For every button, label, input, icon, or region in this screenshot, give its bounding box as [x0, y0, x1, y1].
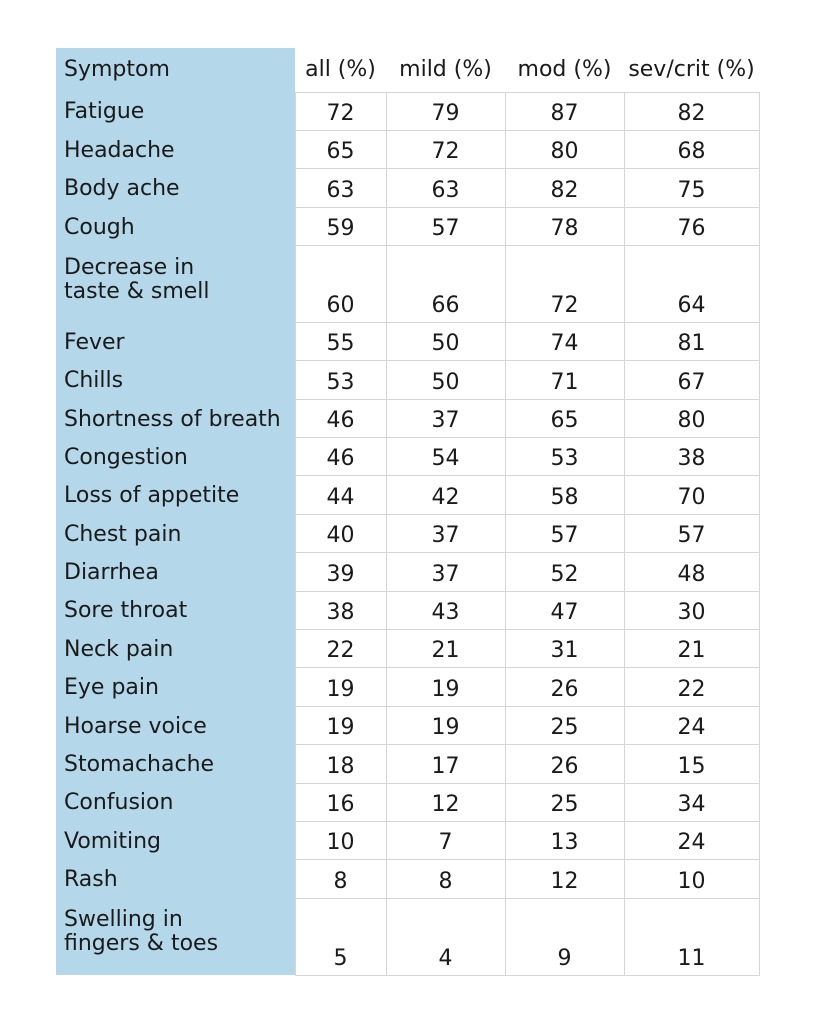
sev-crit-value: 30: [624, 591, 759, 629]
table-row: [56, 821, 759, 859]
mod-value: 13: [505, 821, 624, 859]
all-value: 55: [295, 322, 386, 360]
symptom-name: Cough: [64, 214, 135, 240]
mild-value: 57: [386, 207, 505, 245]
symptom-name: Eye pain: [64, 675, 159, 701]
table-row: [56, 476, 759, 514]
mild-value: 21: [386, 629, 505, 667]
sev-crit-value: 67: [624, 361, 759, 399]
mild-value: 50: [386, 322, 505, 360]
all-value: 44: [295, 476, 386, 514]
table-row: [56, 783, 759, 821]
table-row: [56, 322, 759, 360]
sev-crit-value: 75: [624, 169, 759, 207]
symptom-name: Diarrhea: [64, 560, 159, 586]
mild-value: 7: [386, 821, 505, 859]
sev-crit-value: 22: [624, 668, 759, 706]
symptom-name-cell: [56, 898, 295, 975]
all-value: 40: [295, 514, 386, 552]
all-value: 65: [295, 130, 386, 168]
all-value: 38: [295, 591, 386, 629]
symptom-name: Fever: [64, 329, 125, 355]
sev-crit-value: 24: [624, 706, 759, 744]
symptom-name-cell: [56, 246, 295, 323]
symptom-name: Hoarse voice: [64, 713, 207, 739]
all-value: 10: [295, 821, 386, 859]
header-all: all (%): [295, 48, 386, 92]
all-value: 53: [295, 361, 386, 399]
symptom-name-cell: [56, 591, 295, 629]
sev-crit-value: 64: [624, 246, 759, 323]
symptom-name: taste & smell: [64, 278, 210, 304]
all-value: 63: [295, 169, 386, 207]
table-row: [56, 399, 759, 437]
table-row: [56, 745, 759, 783]
all-value: 19: [295, 668, 386, 706]
sev-crit-value: 57: [624, 514, 759, 552]
symptom-name: Fatigue: [64, 99, 145, 125]
mild-value: 8: [386, 860, 505, 898]
table-row: [56, 169, 759, 207]
table-body: [56, 92, 759, 975]
symptom-name-cell: [56, 553, 295, 591]
mod-value: 82: [505, 169, 624, 207]
table-row: [56, 207, 759, 245]
all-value: 16: [295, 783, 386, 821]
mild-value: 12: [386, 783, 505, 821]
mild-value: 43: [386, 591, 505, 629]
mild-value: 37: [386, 553, 505, 591]
symptom-name-cell: [56, 514, 295, 552]
mod-value: 12: [505, 860, 624, 898]
mild-value: 4: [386, 898, 505, 975]
table-row: [56, 130, 759, 168]
mod-value: 26: [505, 668, 624, 706]
symptom-name-cell: [56, 92, 295, 130]
symptom-name: Decrease in: [64, 254, 195, 280]
sev-crit-value: 11: [624, 898, 759, 975]
mild-value: 19: [386, 706, 505, 744]
mod-value: 47: [505, 591, 624, 629]
sev-crit-value: 34: [624, 783, 759, 821]
symptom-name-cell: [56, 860, 295, 898]
symptom-name-cell: [56, 169, 295, 207]
mild-value: 66: [386, 246, 505, 323]
symptom-name-cell: [56, 821, 295, 859]
table-row: [56, 629, 759, 667]
mod-value: 58: [505, 476, 624, 514]
all-value: 59: [295, 207, 386, 245]
sev-crit-value: 76: [624, 207, 759, 245]
mod-value: 53: [505, 438, 624, 476]
mild-value: 79: [386, 92, 505, 130]
symptom-name-cell: [56, 476, 295, 514]
table-row: [56, 92, 759, 130]
sev-crit-value: 81: [624, 322, 759, 360]
mod-value: 26: [505, 745, 624, 783]
all-value: 72: [295, 92, 386, 130]
symptom-name: Loss of appetite: [64, 483, 240, 509]
sev-crit-value: 48: [624, 553, 759, 591]
sev-crit-value: 10: [624, 860, 759, 898]
all-value: 46: [295, 399, 386, 437]
symptom-name-cell: [56, 361, 295, 399]
symptom-name: Chills: [64, 368, 124, 394]
symptom-name: Body ache: [64, 176, 180, 202]
mild-value: 19: [386, 668, 505, 706]
table-row: [56, 706, 759, 744]
header-symptom: Symptom: [56, 48, 295, 92]
symptom-name-cell: [56, 130, 295, 168]
mild-value: 17: [386, 745, 505, 783]
symptom-name: fingers & toes: [64, 931, 219, 957]
sev-crit-value: 24: [624, 821, 759, 859]
symptom-name: Congestion: [64, 444, 188, 470]
sev-crit-value: 21: [624, 629, 759, 667]
symptom-table: [56, 48, 760, 976]
mild-value: 37: [386, 514, 505, 552]
all-value: 18: [295, 745, 386, 783]
symptom-name: Neck pain: [64, 636, 174, 662]
table-row: [56, 898, 759, 975]
mod-value: 57: [505, 514, 624, 552]
header-row: [56, 48, 759, 92]
header-mild: mild (%): [386, 48, 505, 92]
symptom-name-cell: [56, 629, 295, 667]
symptom-name: Rash: [64, 867, 118, 893]
table-row: [56, 246, 759, 323]
table-row: [56, 438, 759, 476]
mod-value: 80: [505, 130, 624, 168]
all-value: 5: [295, 898, 386, 975]
mod-value: 31: [505, 629, 624, 667]
mod-value: 74: [505, 322, 624, 360]
mild-value: 63: [386, 169, 505, 207]
symptom-name-cell: [56, 668, 295, 706]
symptom-name-cell: [56, 783, 295, 821]
sev-crit-value: 70: [624, 476, 759, 514]
mod-value: 71: [505, 361, 624, 399]
mild-value: 37: [386, 399, 505, 437]
sev-crit-value: 68: [624, 130, 759, 168]
all-value: 19: [295, 706, 386, 744]
mod-value: 72: [505, 246, 624, 323]
mild-value: 50: [386, 361, 505, 399]
mild-value: 54: [386, 438, 505, 476]
mod-value: 87: [505, 92, 624, 130]
mild-value: 72: [386, 130, 505, 168]
symptom-name: Swelling in: [64, 907, 183, 933]
symptom-name-cell: [56, 706, 295, 744]
header-sev-crit: sev/crit (%): [624, 48, 759, 92]
symptom-name: Stomachache: [64, 752, 215, 778]
table-row: [56, 514, 759, 552]
sev-crit-value: 82: [624, 92, 759, 130]
table-row: [56, 860, 759, 898]
all-value: 22: [295, 629, 386, 667]
sev-crit-value: 80: [624, 399, 759, 437]
table-row: [56, 668, 759, 706]
mod-value: 52: [505, 553, 624, 591]
table-row: [56, 361, 759, 399]
all-value: 46: [295, 438, 386, 476]
sev-crit-value: 38: [624, 438, 759, 476]
sev-crit-value: 15: [624, 745, 759, 783]
symptom-name-cell: [56, 207, 295, 245]
symptom-name: Confusion: [64, 790, 174, 816]
symptom-name-cell: [56, 438, 295, 476]
symptom-name: Shortness of breath: [64, 406, 281, 432]
header-mod: mod (%): [505, 48, 624, 92]
mod-value: 9: [505, 898, 624, 975]
symptom-name: Vomiting: [64, 828, 161, 854]
all-value: 39: [295, 553, 386, 591]
symptom-name: Sore throat: [64, 598, 188, 624]
table-row: [56, 553, 759, 591]
mod-value: 25: [505, 706, 624, 744]
symptom-name-cell: [56, 399, 295, 437]
symptom-name: Headache: [64, 137, 175, 163]
table-row: [56, 591, 759, 629]
mod-value: 25: [505, 783, 624, 821]
mild-value: 42: [386, 476, 505, 514]
symptom-name-cell: [56, 745, 295, 783]
symptom-name: Chest pain: [64, 521, 182, 547]
all-value: 60: [295, 246, 386, 323]
all-value: 8: [295, 860, 386, 898]
symptom-name-cell: [56, 322, 295, 360]
mod-value: 78: [505, 207, 624, 245]
mod-value: 65: [505, 399, 624, 437]
